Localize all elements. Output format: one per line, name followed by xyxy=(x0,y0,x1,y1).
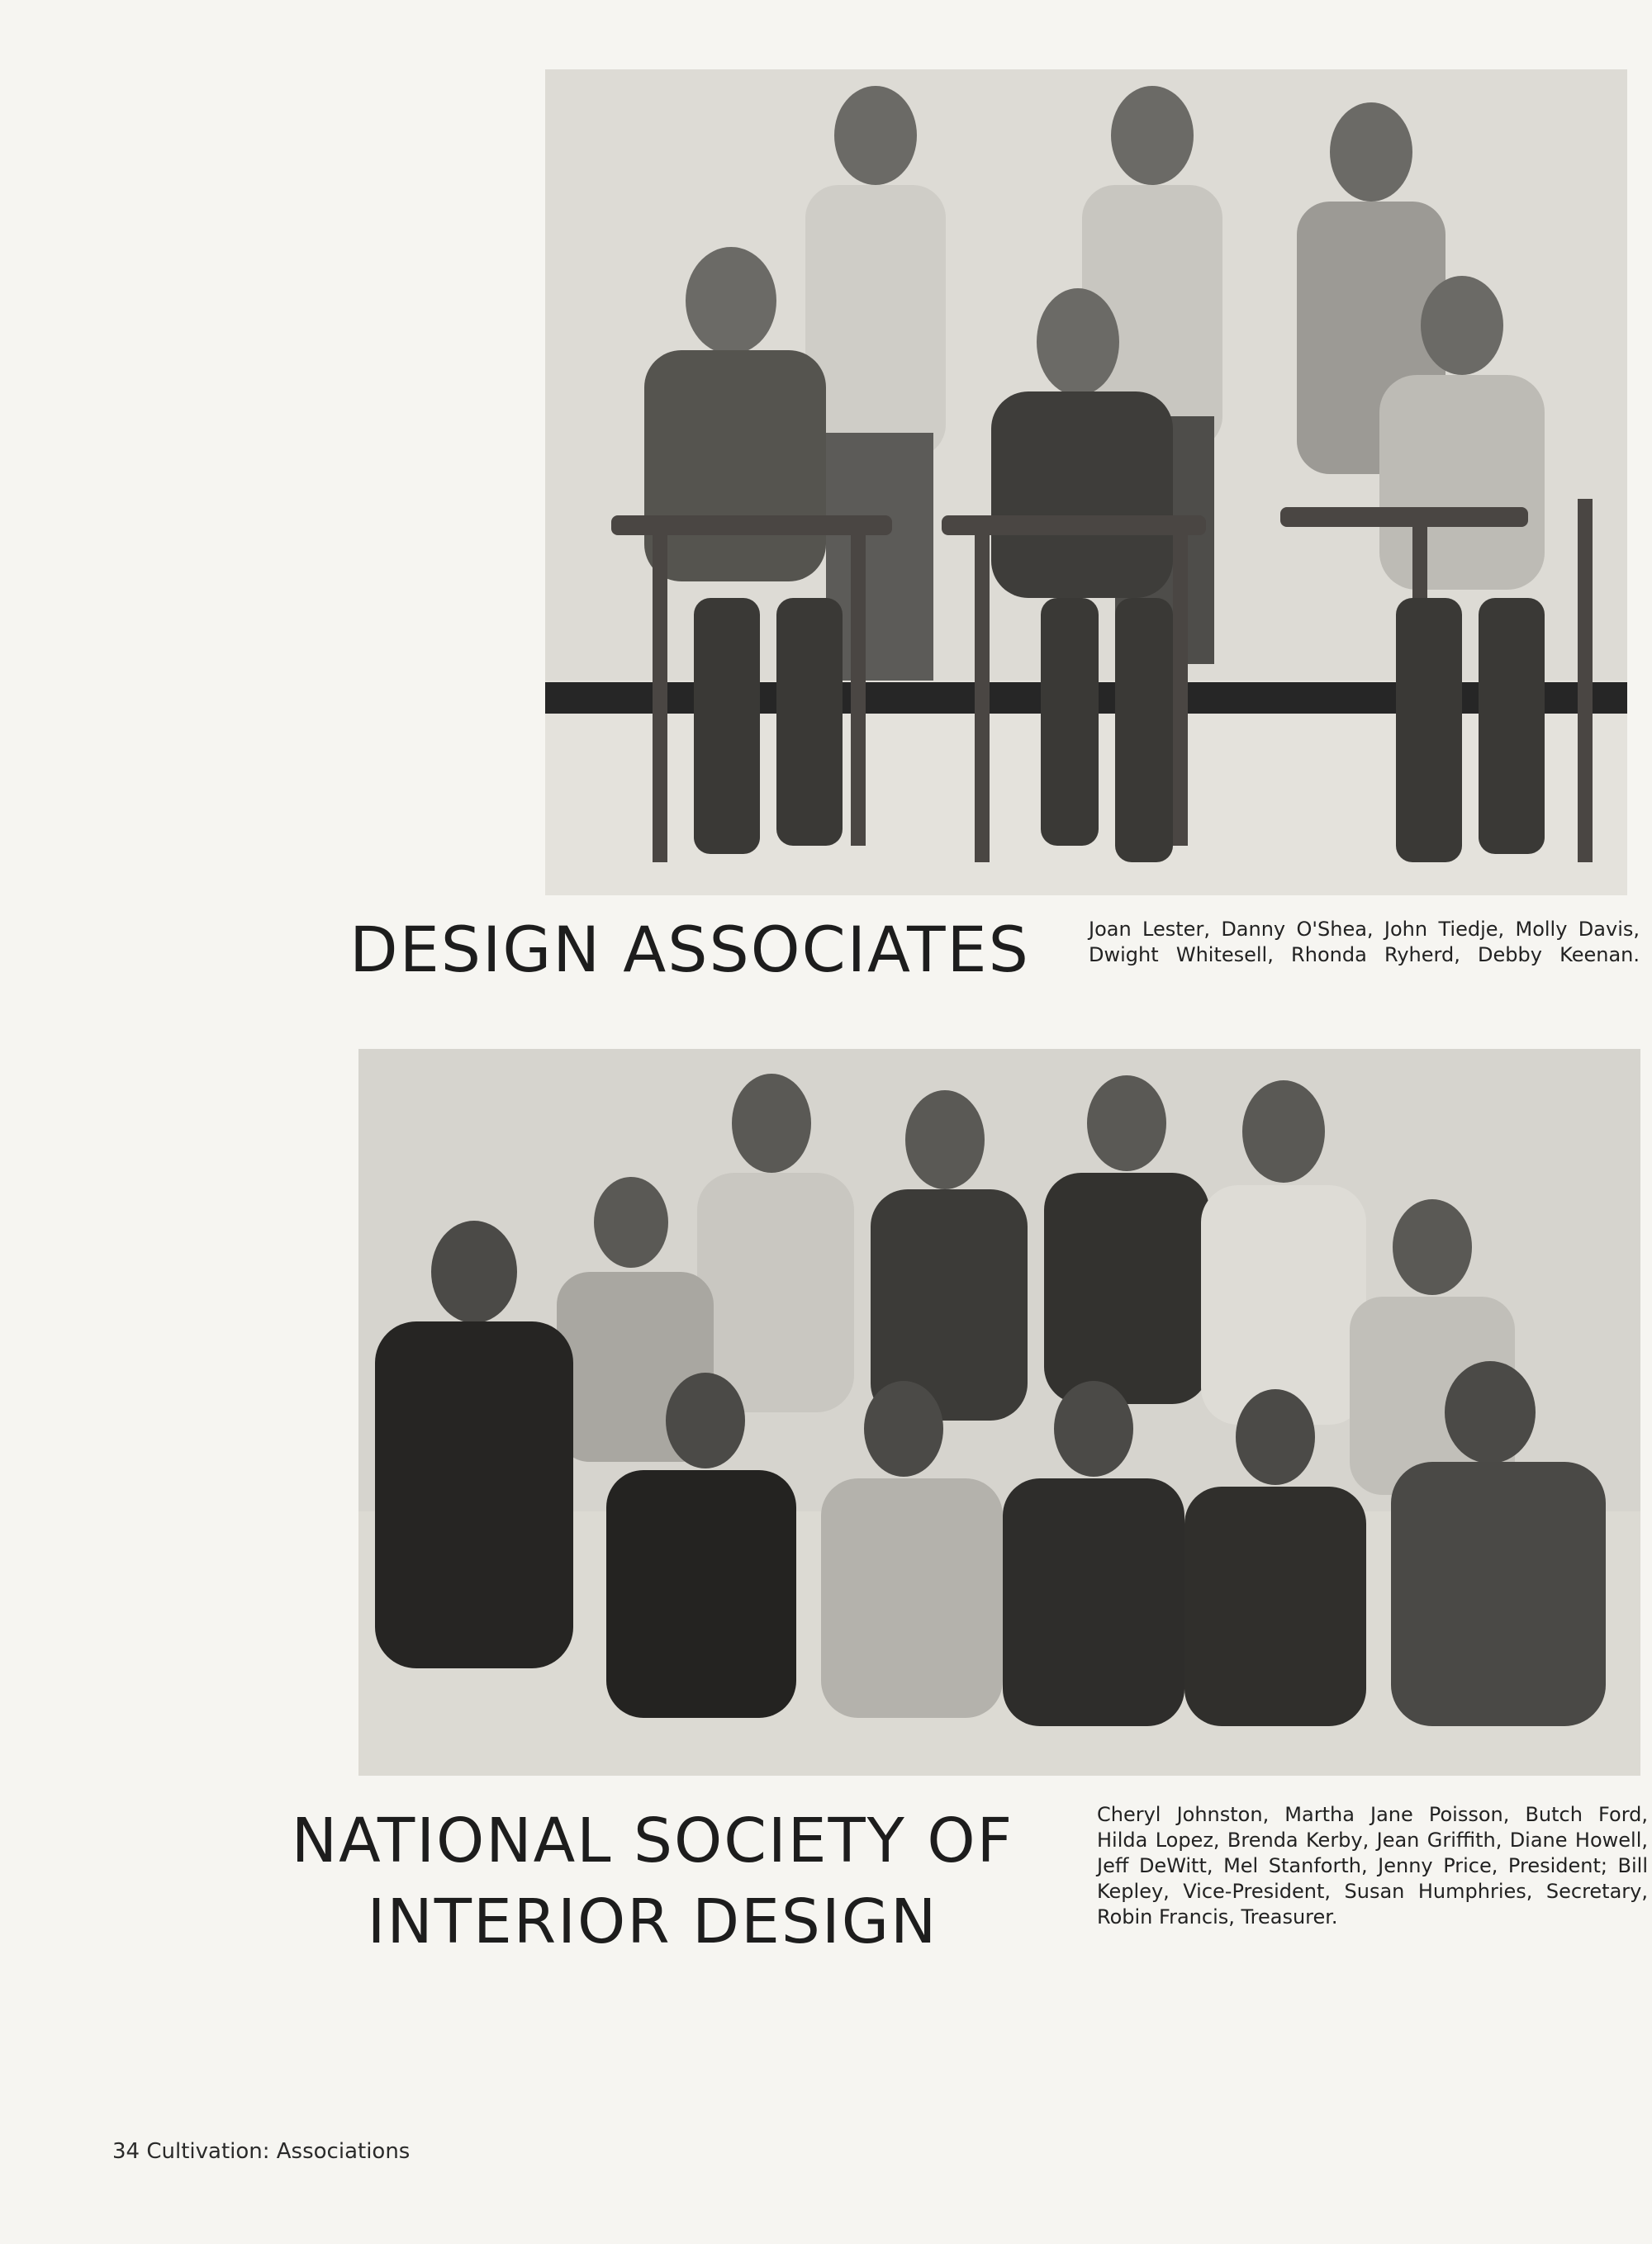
page-folio: 34 Cultivation: Associations xyxy=(112,2139,411,2164)
interior-design-society-group-photo xyxy=(358,1049,1640,1776)
design-associates-caption: Joan Lester, Danny O'Shea, John Tiedje, Molly Davis, Dwight Whitesell, Rhonda Ryherd, Debby Keenan. xyxy=(1089,918,1640,966)
title-line-2: INTERIOR DESIGN xyxy=(367,1886,938,1957)
interior-design-society-title xyxy=(273,1800,1032,1962)
title-line-1: NATIONAL SOCIETY OF xyxy=(291,1805,1014,1876)
interior-design-society-caption: Cheryl Johnston, Martha Jane Poisson, Butch Ford, Hilda Lopez, Brenda Kerby, Jean Griffith, Diane Howell, Jeff DeWitt, Mel Stanforth, Jenny Price, President; Bill Kepley, Vice-President, Susan Humphries, Secretary, Robin Francis, Treasurer. xyxy=(1097,1803,1648,1929)
design-associates-group-photo xyxy=(545,69,1627,895)
design-associates-title: DESIGN ASSOCIATES xyxy=(349,913,1030,986)
group-photo-illustration xyxy=(545,69,1627,895)
group-photo-illustration xyxy=(358,1049,1640,1776)
